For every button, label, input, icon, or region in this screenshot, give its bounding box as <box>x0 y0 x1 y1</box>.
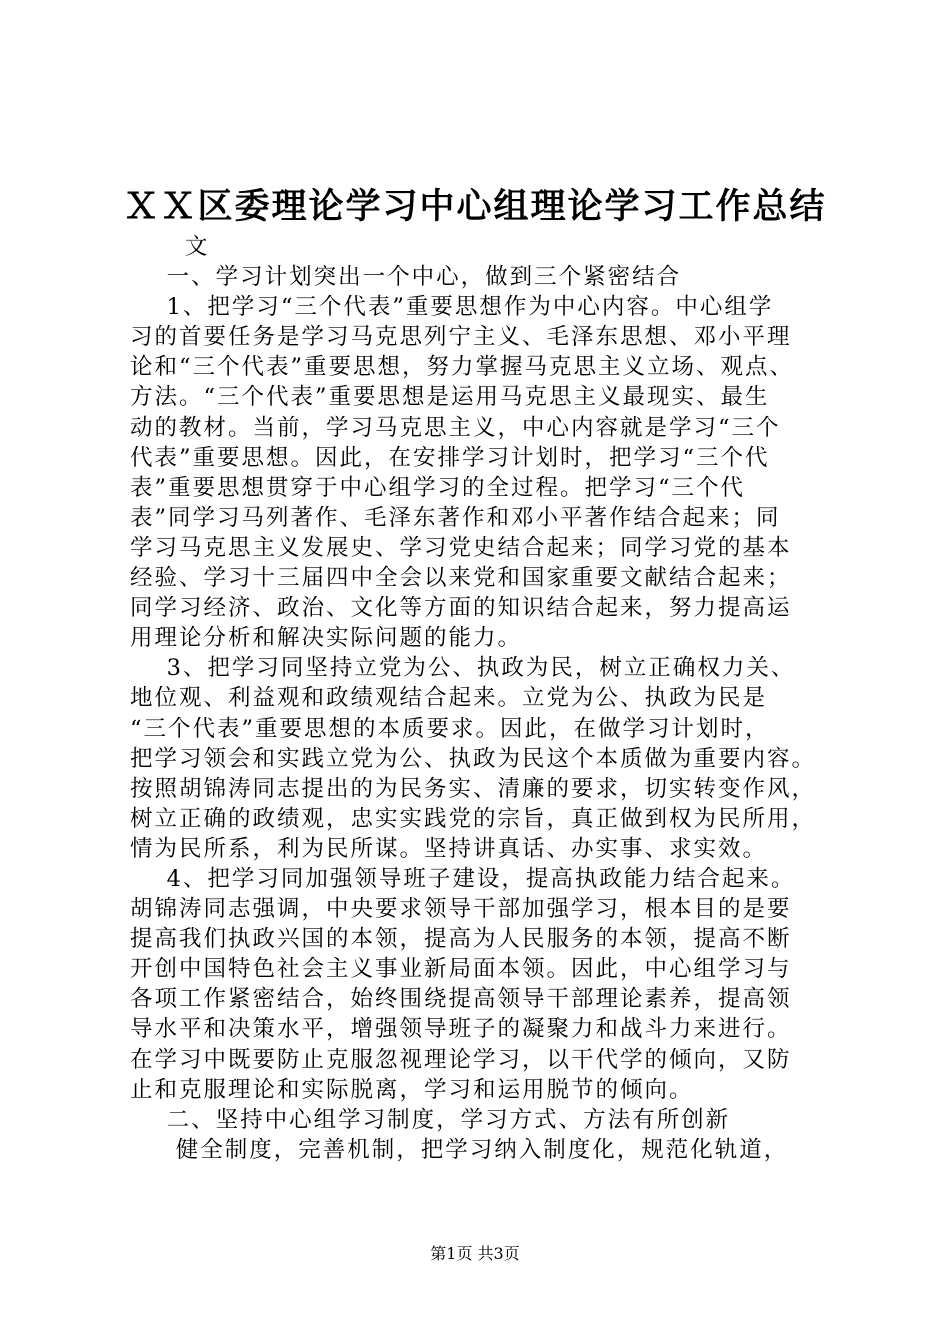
document-title: ＸＸ区委理论学习中心组理论学习工作总结 <box>123 186 827 227</box>
document-body <box>130 232 850 1165</box>
section-heading: 二、坚持中心组学习制度，学习方式、方法有所创新 <box>130 1106 731 1133</box>
body-line: 动的教材。当前，学习马克思主义，中心内容就是学习“三个 <box>130 414 781 441</box>
section-heading: 一、学习计划突出一个中心，做到三个紧密结合 <box>130 264 682 291</box>
body-line: 方法。“三个代表”重要思想是运用马克思主义最现实、最生 <box>130 384 770 411</box>
body-line: 按照胡锦涛同志提出的为民务实、清廉的要求，切实转变作风， <box>130 775 817 802</box>
body-line: 树立正确的政绩观，忠实实践党的宗旨，真正做到权为民所用， <box>130 805 817 832</box>
body-line: 健全制度，完善机制，把学习纳入制度化，规范化轨道， <box>130 1136 789 1163</box>
body-line: 情为民所系，利为民所谋。坚持讲真话、办实事、求实效。 <box>130 835 768 862</box>
body-line: “三个代表”重要思想的本质要求。因此，在做学习计划时， <box>130 715 770 742</box>
body-line: 学习马克思主义发展史、学习党史结合起来；同学习党的基本 <box>130 534 792 561</box>
body-line: 表”同学习马列著作、毛泽东著作和邓小平著作结合起来；同 <box>130 504 781 531</box>
body-line: 经验、学习十三届四中全会以来党和国家重要文献结合起来； <box>130 565 792 592</box>
body-line: 各项工作紧密结合，始终围绕提高领导干部理论素养，提高领 <box>130 986 792 1013</box>
body-line: 用理论分析和解决实际问题的能力。 <box>130 625 523 652</box>
body-line: 止和克服理论和实际脱离，学习和运用脱节的倾向。 <box>130 1076 694 1103</box>
body-line: 习的首要任务是学习马克思列宁主义、毛泽东思想、邓小平理 <box>130 324 792 351</box>
body-line: 把学习领会和实践立党为公、执政为民这个本质做为重要内容。 <box>130 745 817 772</box>
body-line: 文 <box>130 234 210 260</box>
body-line: 代表”重要思想。因此，在安排学习计划时，把学习“三个代 <box>130 444 770 471</box>
body-line: 在学习中既要防止克服忽视理论学习，以干代学的倾向，又防 <box>130 1046 792 1073</box>
body-line: 4、把学习同加强领导班子建设，提高执政能力结合起来。 <box>130 865 796 892</box>
body-line: 1、把学习“三个代表”重要思想作为中心内容。中心组学 <box>130 294 774 321</box>
body-line: 导水平和决策水平，增强领导班子的凝聚力和战斗力来进行。 <box>130 1016 792 1043</box>
body-line: 论和“三个代表”重要思想，努力掌握马克思主义立场、观点、 <box>130 354 795 381</box>
body-line: 地位观、利益观和政绩观结合起来。立党为公、执政为民是 <box>130 685 768 712</box>
body-line: 3、把学习同坚持立党为公、执政为民，树立正确权力关、 <box>130 655 796 682</box>
body-line: 同学习经济、政治、文化等方面的知识结合起来，努力提高运 <box>130 595 792 622</box>
body-line: 开创中国特色社会主义事业新局面本领。因此，中心组学习与 <box>130 956 792 983</box>
body-line: 胡锦涛同志强调，中央要求领导干部加强学习，根本目的是要 <box>130 896 792 923</box>
page-number: 第1页 共3页 <box>430 1244 520 1263</box>
body-line: 表”重要思想贯穿于中心组学习的全过程。把学习“三个代 <box>130 474 746 501</box>
body-line: 提高我们执政兴国的本领，提高为人民服务的本领，提高不断 <box>130 926 792 953</box>
